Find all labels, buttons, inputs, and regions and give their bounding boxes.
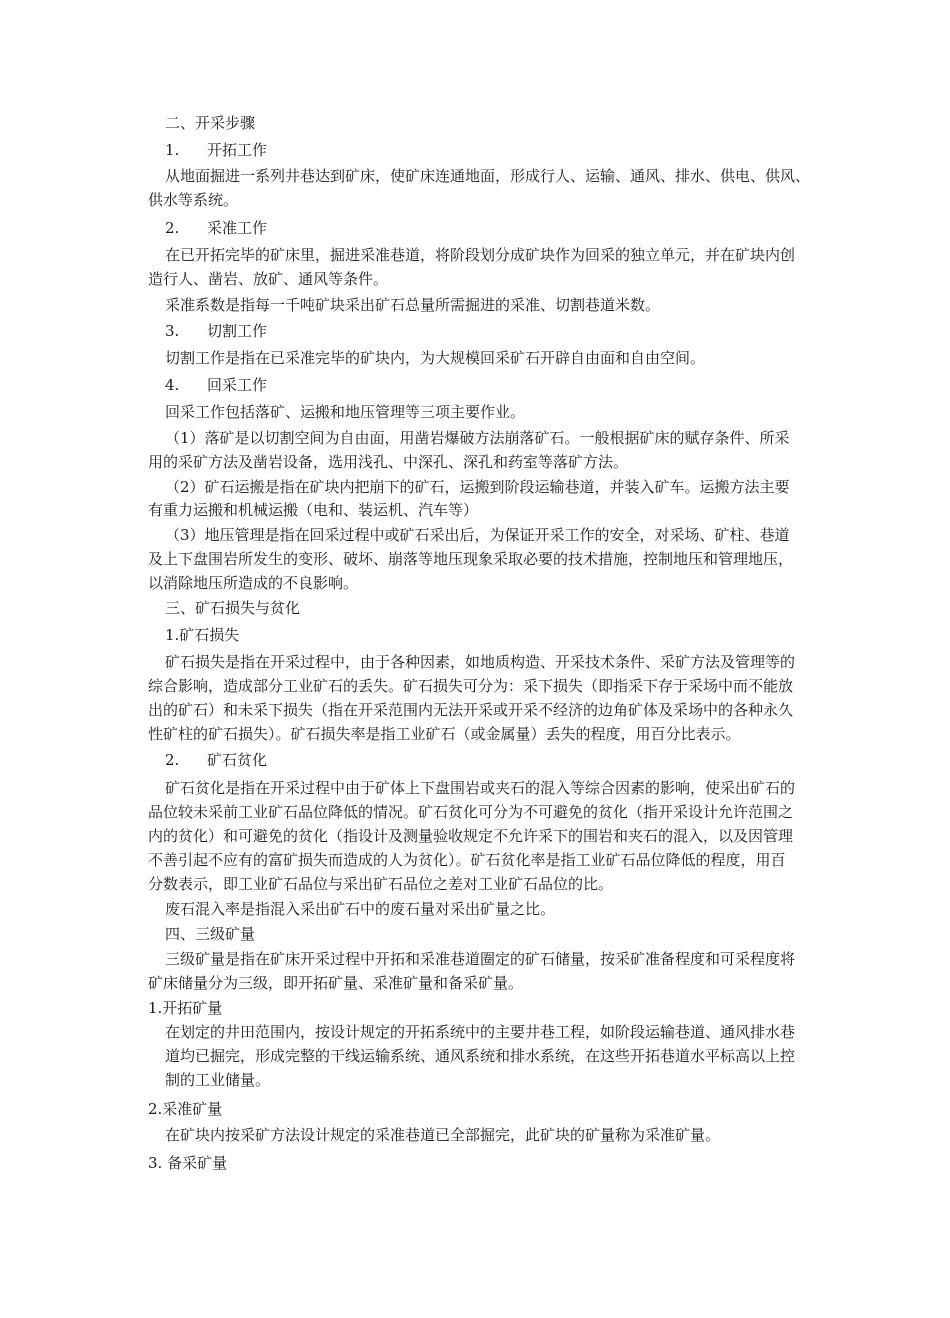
paragraph-line: （1）落矿是以切割空间为自由面，用凿岩爆破方法崩落矿石。一般根据矿床的赋存条件、所采: [165, 429, 790, 447]
paragraph-line: 回采工作包括落矿、运搬和地压管理等三项主要作业。: [165, 403, 526, 421]
paragraph-line: 综合影响，造成部分工业矿石的丢失。矿石损失可分为：采下损失（即指采下存于采场中而不能放: [148, 677, 794, 695]
section-2-title: 二、开采步骤: [165, 114, 256, 132]
paragraph-line: 出的矿石）和未采下损失（指在开采范围内无法开采或开采不经济的边角矿体及采场中的各种永久: [148, 701, 794, 719]
paragraph-line: 三级矿量是指在矿床开采过程中开拓和采准巷道圈定的矿石储量，按采矿准备程度和可采程度将: [165, 950, 796, 968]
subsection-heading: [165, 750, 267, 772]
paragraph-line: 品位较未采前工业矿石品位降低的情况。矿石贫化可分为不可避免的贫化（指开采设计允许范围之: [148, 803, 794, 821]
step-4-number: 4.: [165, 376, 180, 394]
paragraph-line: 分数表示，即工业矿石品位与采出矿石品位之差对工业矿石品位的比。: [148, 875, 614, 893]
paragraph-line: 采准系数是指每一千吨矿块采出矿石总量所需掘进的采准、切割巷道米数。: [165, 296, 661, 314]
paragraph-line: 在划定的井田范围内，按设计规定的开拓系统中的主要井巷工程，如阶段运输巷道、通风排水巷: [165, 1023, 796, 1041]
step-2-title: 采准工作: [207, 219, 268, 237]
subsection-number: 2.: [165, 751, 180, 769]
subsection-title: 2.采准矿量: [148, 1100, 223, 1118]
paragraph-line: 内的贫化）和可避免的贫化（指设计及测量验收规定不允许采下的围岩和夹石的混入，以及因管理: [148, 827, 794, 845]
paragraph-line: 矿石损失是指在开采过程中，由于各种因素，如地质构造、开采技术条件、采矿方法及管理等的: [165, 653, 796, 671]
step-1-title: 开拓工作: [207, 141, 268, 159]
step-4-title: 回采工作: [207, 376, 268, 394]
step-3-title: 切割工作: [207, 322, 268, 340]
paragraph-line: （2）矿石运搬是指在矿块内把崩下的矿石，运搬到阶段运输巷道，并装入矿车。运搬方法主要: [165, 478, 790, 496]
paragraph-line: 制的工业储量。: [165, 1071, 271, 1089]
paragraph-line: 切割工作是指在已采准完毕的矿块内，为大规模回采矿石开辟自由面和自由空间。: [165, 349, 706, 367]
paragraph-line: 在矿块内按采矿方法设计规定的采准巷道已全部掘完，此矿块的矿量称为采准矿量。: [165, 1126, 721, 1144]
paragraph-line: 道均已掘完，形成完整的干线运输系统、通风系统和排水系统，在这些开拓巷道水平标高以上控: [165, 1047, 796, 1065]
step-3-number: 3.: [165, 322, 180, 340]
section-4-title: 四、三级矿量: [165, 925, 256, 943]
paragraph-line: 矿石贫化是指在开采过程中由于矿体上下盘围岩或夹石的混入等综合因素的影响，使采出矿石的: [165, 779, 796, 797]
paragraph-line: 从地面掘进一系列井巷达到矿床，使矿床连通地面，形成行人、运输、通风、排水、供电、供风、: [165, 167, 811, 185]
subsection-title: 矿石贫化: [207, 751, 268, 769]
paragraph-line: 有重力运搬和机械运搬（电和、装运机、汽车等）: [148, 501, 479, 519]
paragraph-line: 性矿柱的矿石损失）。矿石损失率是指工业矿石（或金属量）丢失的程度，用百分比表示。: [148, 725, 741, 743]
step-1-number: 1.: [165, 141, 180, 159]
paragraph-line: 以消除地压所造成的不良影响。: [148, 574, 359, 592]
paragraph-line: 造行人、凿岩、放矿、通风等条件。: [148, 270, 389, 288]
paragraph-line: 及上下盘围岩所发生的变形、破坏、崩落等地压现象采取必要的技术措施，控制地压和管理地压，: [148, 550, 794, 568]
paragraph-line: 废石混入率是指混入采出矿石中的废石量对采出矿量之比。: [165, 900, 556, 918]
paragraph-line: （3）地压管理是指在回采过程中或矿石采出后，为保证开采工作的安全，对采场、矿柱、巷道: [165, 526, 790, 544]
paragraph-line: 不善引起不应有的富矿损失而造成的人为贫化）。矿石贫化率是指工业矿石品位降低的程度，用百: [148, 851, 786, 869]
paragraph-line: 用的采矿方法及凿岩设备，选用浅孔、中深孔、深孔和药室等落矿方法。: [148, 453, 629, 471]
step-1-heading: [165, 140, 267, 162]
paragraph-line: 在已开拓完毕的矿床里，掘进采准巷道，将阶段划分成矿块作为回采的独立单元，并在矿块内创: [165, 246, 796, 264]
subsection-title: 1.矿石损失: [165, 626, 240, 644]
paragraph-line: 矿床储量分为三级，即开拓矿量、采准矿量和备采矿量。: [148, 974, 524, 992]
subsection-title: 1.开拓矿量: [148, 999, 223, 1017]
step-2-number: 2.: [165, 219, 180, 237]
step-4-heading: [165, 375, 267, 397]
subsection-title: 3. 备采矿量: [148, 1154, 228, 1172]
step-2-heading: [165, 218, 267, 240]
step-3-heading: [165, 321, 267, 343]
paragraph-line: 供水等系统。: [148, 191, 239, 209]
section-3-title: 三、矿石损失与贫化: [165, 599, 301, 617]
